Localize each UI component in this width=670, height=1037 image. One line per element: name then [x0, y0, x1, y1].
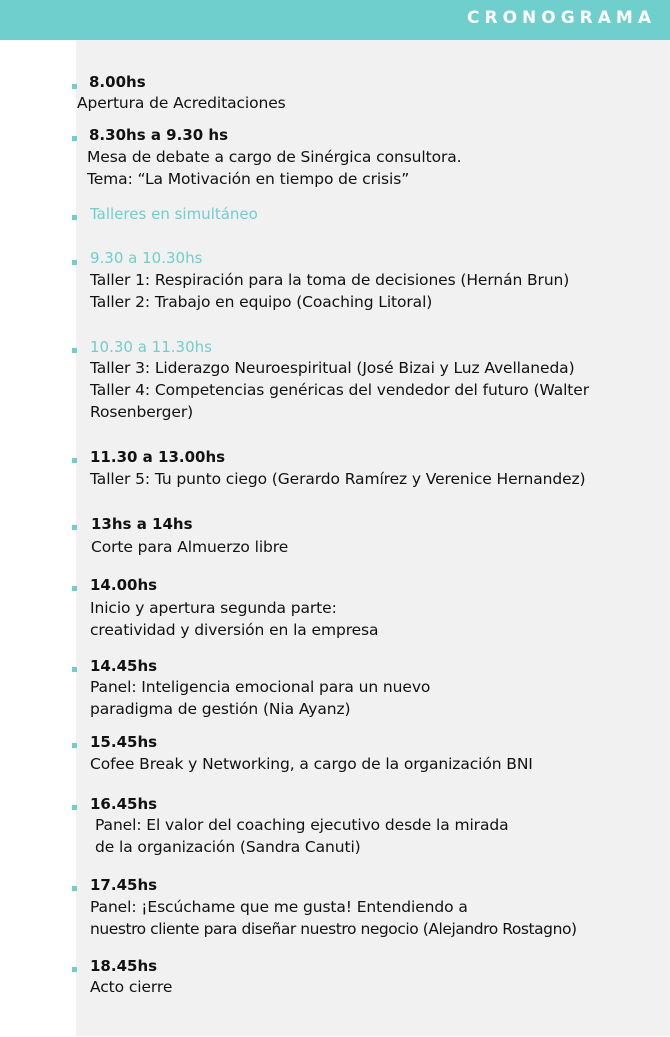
item-time: 8.00hs	[89, 73, 146, 91]
item-text: Taller 5: Tu punto ciego (Gerardo Ramírez y Verenice Hernandez)	[90, 470, 586, 488]
section-heading: Talleres en simultáneo	[90, 205, 258, 223]
item-time: 17.45hs	[90, 876, 158, 894]
bullet-icon	[72, 260, 77, 265]
bullet-icon	[72, 667, 77, 672]
item-text: Taller 2: Trabajo en equipo (Coaching Litoral)	[90, 293, 433, 311]
item-text: Cofee Break y Networking, a cargo de la organización BNI	[90, 755, 533, 773]
item-time: 11.30 a 13.00hs	[90, 448, 226, 466]
page-title: CRONOGRAMA	[467, 8, 656, 28]
item-text: Taller 4: Competencias genéricas del vendedor del futuro (Walter	[90, 381, 589, 399]
item-time: 15.45hs	[90, 733, 158, 751]
item-text: de la organización (Sandra Canuti)	[95, 838, 361, 856]
item-text: Acto cierre	[90, 978, 173, 996]
bullet-icon	[72, 967, 77, 972]
item-text: paradigma de gestión (Nia Ayanz)	[90, 700, 351, 718]
item-time: 9.30 a 10.30hs	[90, 249, 203, 267]
item-time: 8.30hs a 9.30 hs	[89, 126, 229, 144]
item-text: Taller 1: Respiración para la toma de decisiones (Hernán Brun)	[90, 271, 570, 289]
item-text: creatividad y diversión en la empresa	[90, 621, 379, 639]
bullet-icon	[72, 586, 77, 591]
item-text: Mesa de debate a cargo de Sinérgica consultora.	[87, 148, 462, 166]
item-time: 14.00hs	[90, 576, 158, 594]
item-text: nuestro cliente para diseñar nuestro negocio (Alejandro Rostagno)	[90, 920, 577, 938]
item-text: Apertura de Acreditaciones	[77, 94, 286, 112]
bullet-icon	[72, 525, 77, 530]
item-time: 18.45hs	[90, 957, 158, 975]
bullet-icon	[72, 215, 77, 220]
bullet-icon	[72, 348, 77, 353]
item-time: 13hs a 14hs	[91, 515, 193, 533]
header-bar	[0, 0, 670, 40]
bullet-icon	[72, 743, 77, 748]
item-text: Inicio y apertura segunda parte:	[90, 599, 337, 617]
item-text: Taller 3: Liderazgo Neuroespiritual (José Bizai y Luz Avellaneda)	[90, 359, 575, 377]
item-time: 14.45hs	[90, 657, 158, 675]
item-text: Rosenberger)	[90, 403, 194, 421]
item-time: 16.45hs	[90, 795, 158, 813]
bullet-icon	[72, 458, 77, 463]
item-text: Panel: Inteligencia emocional para un nuevo	[90, 678, 431, 696]
bullet-icon	[72, 136, 77, 141]
item-text: Panel: El valor del coaching ejecutivo desde la mirada	[95, 816, 509, 834]
item-text: Corte para Almuerzo libre	[91, 538, 289, 556]
bullet-icon	[72, 886, 77, 891]
item-time: 10.30 a 11.30hs	[90, 338, 212, 356]
item-text: Panel: ¡Escúchame que me gusta! Entendiendo a	[90, 898, 468, 916]
item-text: Tema: “La Motivación en tiempo de crisis”	[87, 170, 410, 188]
bullet-icon	[72, 805, 77, 810]
bullet-icon	[72, 84, 77, 89]
